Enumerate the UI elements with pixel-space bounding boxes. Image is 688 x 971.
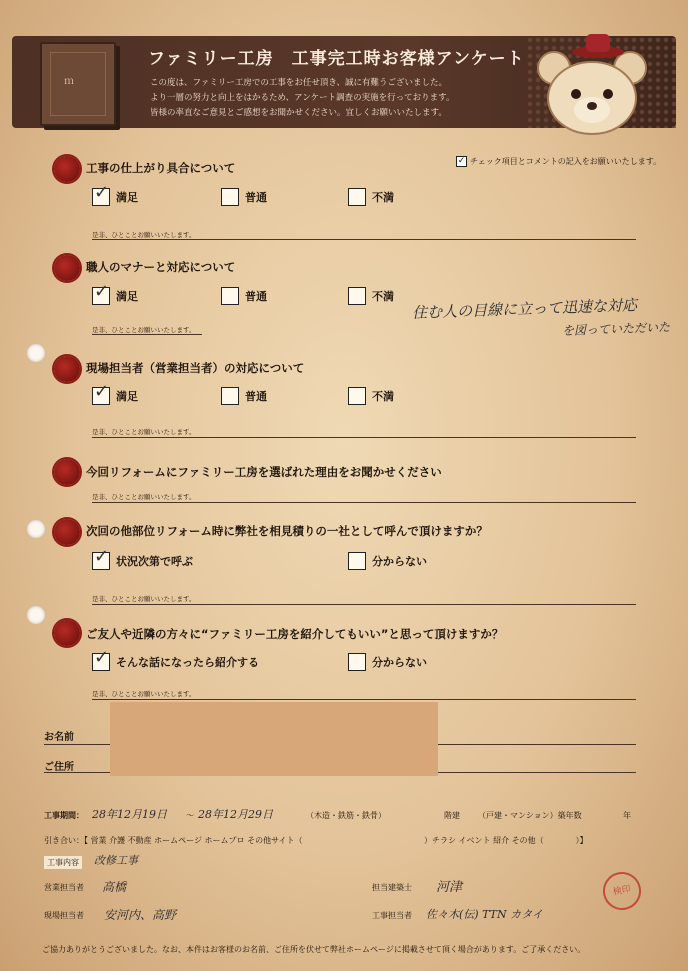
period-end: 28年12月29日 — [198, 808, 273, 821]
q3-option-dissatisfied[interactable]: 不満 — [348, 387, 394, 405]
handwritten-comment-cont: を図っていただいた — [561, 320, 671, 338]
period-separator: 〜 — [186, 811, 194, 820]
punch-hole — [27, 344, 45, 362]
q5-option-unknown[interactable]: 分からない — [348, 552, 427, 570]
comment-hint: 是非、ひとことお願いいたします。 — [92, 326, 196, 334]
question-6-title: ご友人や近隣の方々に“ファミリー工房を紹介してもいい”と思って頂けますか？ — [86, 627, 504, 641]
comment-line[interactable] — [92, 604, 636, 605]
comment-line[interactable] — [92, 699, 636, 700]
intro-text: この度は、ファミリー工房での工事をお任せ頂き、誠に有難うございました。 より一層の努力と向上をはかるため、アンケート調査の実施を行っております。 皆様の率直なご意見とご感想をお聞かせください。宜しくお願いいたします。 — [150, 78, 455, 118]
checkbox-checked[interactable] — [92, 287, 110, 305]
q2-option-dissatisfied[interactable]: 不満 — [348, 287, 394, 305]
q2-option-satisfied[interactable]: ✓ 満足 — [92, 287, 138, 305]
q6-option-introduce[interactable]: ✓ そんな話になったら紹介する — [92, 653, 259, 671]
checkbox[interactable] — [348, 387, 366, 405]
approval-stamp: 検印 — [599, 868, 644, 913]
site-value: 安河内、高野 — [104, 908, 177, 922]
checkbox-icon: ✓ — [457, 156, 466, 166]
q1-option-satisfied[interactable]: ✓ 満足 — [92, 188, 138, 206]
floors-label: 階建 — [444, 811, 460, 820]
content-label: 工事内容 — [44, 856, 82, 869]
checkbox[interactable] — [221, 287, 239, 305]
punch-hole — [27, 606, 45, 624]
comment-hint: 是非、ひとことお願いいたします。 — [92, 231, 196, 239]
question-1-title: 工事の仕上がり具合について — [86, 161, 236, 175]
structure-options: （木造・鉄筋・鉄骨） — [306, 811, 386, 820]
year-unit: 年 — [623, 811, 631, 820]
wax-seal-icon — [54, 519, 80, 545]
comment-line[interactable] — [92, 502, 636, 503]
redacted-area — [110, 702, 438, 776]
sales-label: 営業担当者 — [44, 883, 84, 892]
wax-seal-icon — [54, 156, 80, 182]
checkbox[interactable] — [221, 387, 239, 405]
question-4-title: 今回リフォームにファミリー工房を選ばれた理由をお聞かせください — [86, 465, 442, 479]
q1-option-dissatisfied[interactable]: 不満 — [348, 188, 394, 206]
site-label: 現場担当者 — [44, 911, 84, 920]
checkbox[interactable] — [221, 188, 239, 206]
q3-option-normal[interactable]: 普通 — [221, 387, 267, 405]
checkbox-checked[interactable] — [92, 387, 110, 405]
q1-option-normal[interactable]: 普通 — [221, 188, 267, 206]
q5-option-depends[interactable]: ✓ 状況次第で呼ぶ — [92, 552, 193, 570]
q6-option-unknown[interactable]: 分からない — [348, 653, 427, 671]
wax-seal-icon — [54, 255, 80, 281]
name-label: お名前 — [44, 732, 74, 743]
referral-tail: ）チラシ イベント 紹介 その他（ ）】 — [424, 836, 588, 845]
checkbox-checked[interactable] — [92, 653, 110, 671]
comment-hint: 是非、ひとことお願いいたします。 — [92, 595, 196, 603]
sales-value: 高橋 — [102, 880, 127, 894]
checkbox[interactable] — [348, 653, 366, 671]
checkbox[interactable] — [348, 188, 366, 206]
architect-label: 担当建築士 — [372, 883, 412, 892]
comment-hint: 是非、ひとことお願いいたします。 — [92, 493, 196, 501]
instruction-note: ✓ チェック項目とコメントの記入をお願いいたします。 — [457, 156, 662, 166]
wax-seal-icon — [54, 459, 80, 485]
q2-option-normal[interactable]: 普通 — [221, 287, 267, 305]
punch-hole — [27, 520, 45, 538]
comment-hint: 是非、ひとことお願いいたします。 — [92, 690, 196, 698]
comment-line[interactable] — [92, 239, 636, 240]
book-icon: ｍ — [40, 42, 116, 126]
footer-note: ご協力ありがとうございました。なお、本件はお客様のお名前、ご住所を伏せて弊社ホームページに掲載させて頂く場合があります。ご了承ください。 — [42, 945, 586, 954]
question-2-title: 職人のマナーと対応について — [86, 260, 236, 274]
comment-line[interactable] — [92, 334, 202, 335]
checkbox[interactable] — [348, 287, 366, 305]
comment-line[interactable] — [92, 437, 636, 438]
comment-hint: 是非、ひとことお願いいたします。 — [92, 428, 196, 436]
question-5-title: 次回の他部位リフォーム時に弊社を相見積りの一社として呼んで頂けますか？ — [86, 524, 488, 538]
contractor-value: 佐々木(伝) TTN カタイ — [426, 908, 543, 921]
checkbox-checked[interactable] — [92, 188, 110, 206]
bear-mascot-icon — [532, 32, 660, 136]
content-value: 改修工事 — [94, 854, 138, 867]
referral-label: 引き合い：【 営業 介護 不動産 ホームページ ホームプロ その他サイト（ — [44, 836, 303, 845]
architect-value: 河津 — [436, 880, 463, 895]
wax-seal-icon — [54, 356, 80, 382]
building-type: （戸建・マンション）築年数 — [478, 811, 582, 820]
wax-seal-icon — [54, 620, 80, 646]
contractor-label: 工事担当者 — [372, 911, 412, 920]
question-3-title: 現場担当者（営業担当者）の対応について — [86, 361, 305, 375]
page-title: ファミリー工房 工事完工時お客様アンケート — [148, 49, 525, 69]
period-start: 28年12月19日 — [92, 808, 167, 821]
address-label: ご住所 — [44, 762, 74, 773]
period-label: 工事期間： — [44, 811, 84, 820]
handwritten-comment: 住む人の目線に立って迅速な対応 — [411, 296, 638, 322]
checkbox-checked[interactable] — [92, 552, 110, 570]
q3-option-satisfied[interactable]: ✓ 満足 — [92, 387, 138, 405]
checkbox[interactable] — [348, 552, 366, 570]
